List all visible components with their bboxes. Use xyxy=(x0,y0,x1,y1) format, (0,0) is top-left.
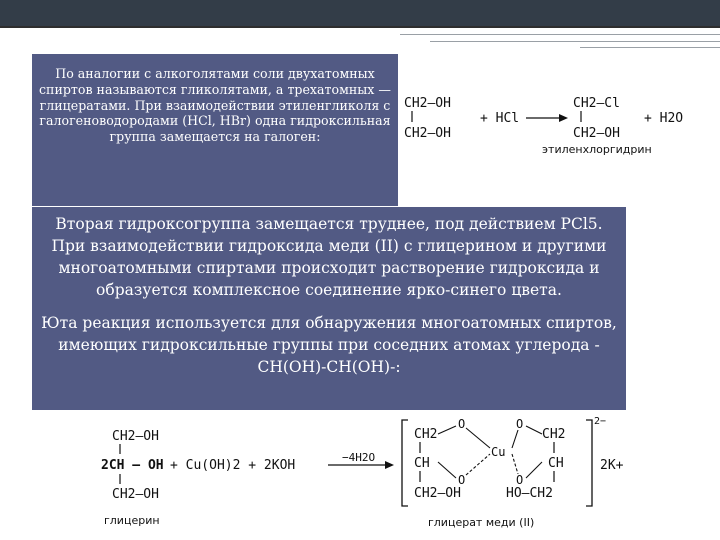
oxygen-atom: O xyxy=(458,473,466,487)
product-name: этиленхлоргидрин xyxy=(542,143,652,156)
decor-rule xyxy=(430,41,720,42)
copper-atom: Cu xyxy=(491,445,506,459)
product-bottom: CH2—OH xyxy=(573,126,620,141)
bond-line xyxy=(438,426,456,434)
water-loss: −4H2O xyxy=(342,451,376,464)
glycerol-line-1: CH2—OH xyxy=(112,429,159,444)
byproduct-water: + H2O xyxy=(644,111,684,126)
complex-right-3: HO—CH2 xyxy=(506,486,553,501)
bond-line xyxy=(512,430,518,448)
decor-rule xyxy=(580,47,720,48)
coordination-bond xyxy=(512,454,518,474)
oxygen-atom: O xyxy=(516,473,524,487)
bond-line xyxy=(466,428,490,448)
paragraph-detection: Юта реакция используется для обнаружения многоатомных спиртов, имеющих гидроксильные группы при соседних атомах углерода -CH(OH)-CH(OH)-: xyxy=(41,314,617,376)
reaction-glycol-hcl xyxy=(398,80,708,166)
complex-left-3: CH2—OH xyxy=(414,486,461,501)
complex-charge: 2− xyxy=(594,416,607,427)
bond-line xyxy=(526,426,542,434)
reagent-hcl: + HCl xyxy=(480,111,520,126)
text-box-intro xyxy=(32,54,398,206)
complex-left-1: CH2 xyxy=(414,427,438,442)
glycerol-line-2: 2CH — OH xyxy=(101,458,164,473)
complex-right-2: CH xyxy=(548,456,564,471)
text-box-main xyxy=(32,207,626,410)
complex-right-1: CH2 xyxy=(542,427,566,442)
intro-paragraph: По аналогии с алкоголятами соли двухатомных спиртов называются гликолятами, а трехатомных — глицератами. При взаимодействии этиленгликоля с галогеноводородами (HCl, HBr) одна гидроксильная группа замещается на галоген: xyxy=(39,66,391,145)
oxygen-atom: O xyxy=(458,417,466,431)
product-top: CH2—Cl xyxy=(573,96,620,111)
bracket-left xyxy=(402,420,408,506)
bond-line xyxy=(438,462,456,478)
glycerol-line-3: CH2—OH xyxy=(112,487,159,502)
reaction-glycerol-copper xyxy=(96,412,636,538)
paragraph-pcl5: Вторая гидроксогруппа замещается труднее, под действием PCl5. При взаимодействии гидроксида меди (II) с глицерином и другими многоатомными спиртами происходит растворение гидроксида и образуется комплексное соединение ярко-синего цвета. xyxy=(51,215,607,299)
arrow-head xyxy=(385,461,394,469)
bracket-right xyxy=(586,420,592,506)
complex-left-2: CH xyxy=(414,456,430,471)
arrow-head xyxy=(559,114,568,122)
reagents-copper-koh: + Cu(OH)2 + 2KOH xyxy=(170,458,296,473)
reactant-bottom: CH2—OH xyxy=(404,126,451,141)
product-name: глицерат меди (II) xyxy=(428,516,535,529)
decor-rule xyxy=(400,34,720,35)
reactant-name: глицерин xyxy=(104,514,160,527)
top-bar-accent-line xyxy=(0,26,720,28)
reactant-top: CH2—OH xyxy=(404,96,451,111)
bond-line xyxy=(526,462,542,478)
oxygen-atom: O xyxy=(516,417,524,431)
coordination-bond xyxy=(466,454,490,475)
potassium-ions: 2K+ xyxy=(600,458,624,473)
slide-top-bar xyxy=(0,0,720,28)
